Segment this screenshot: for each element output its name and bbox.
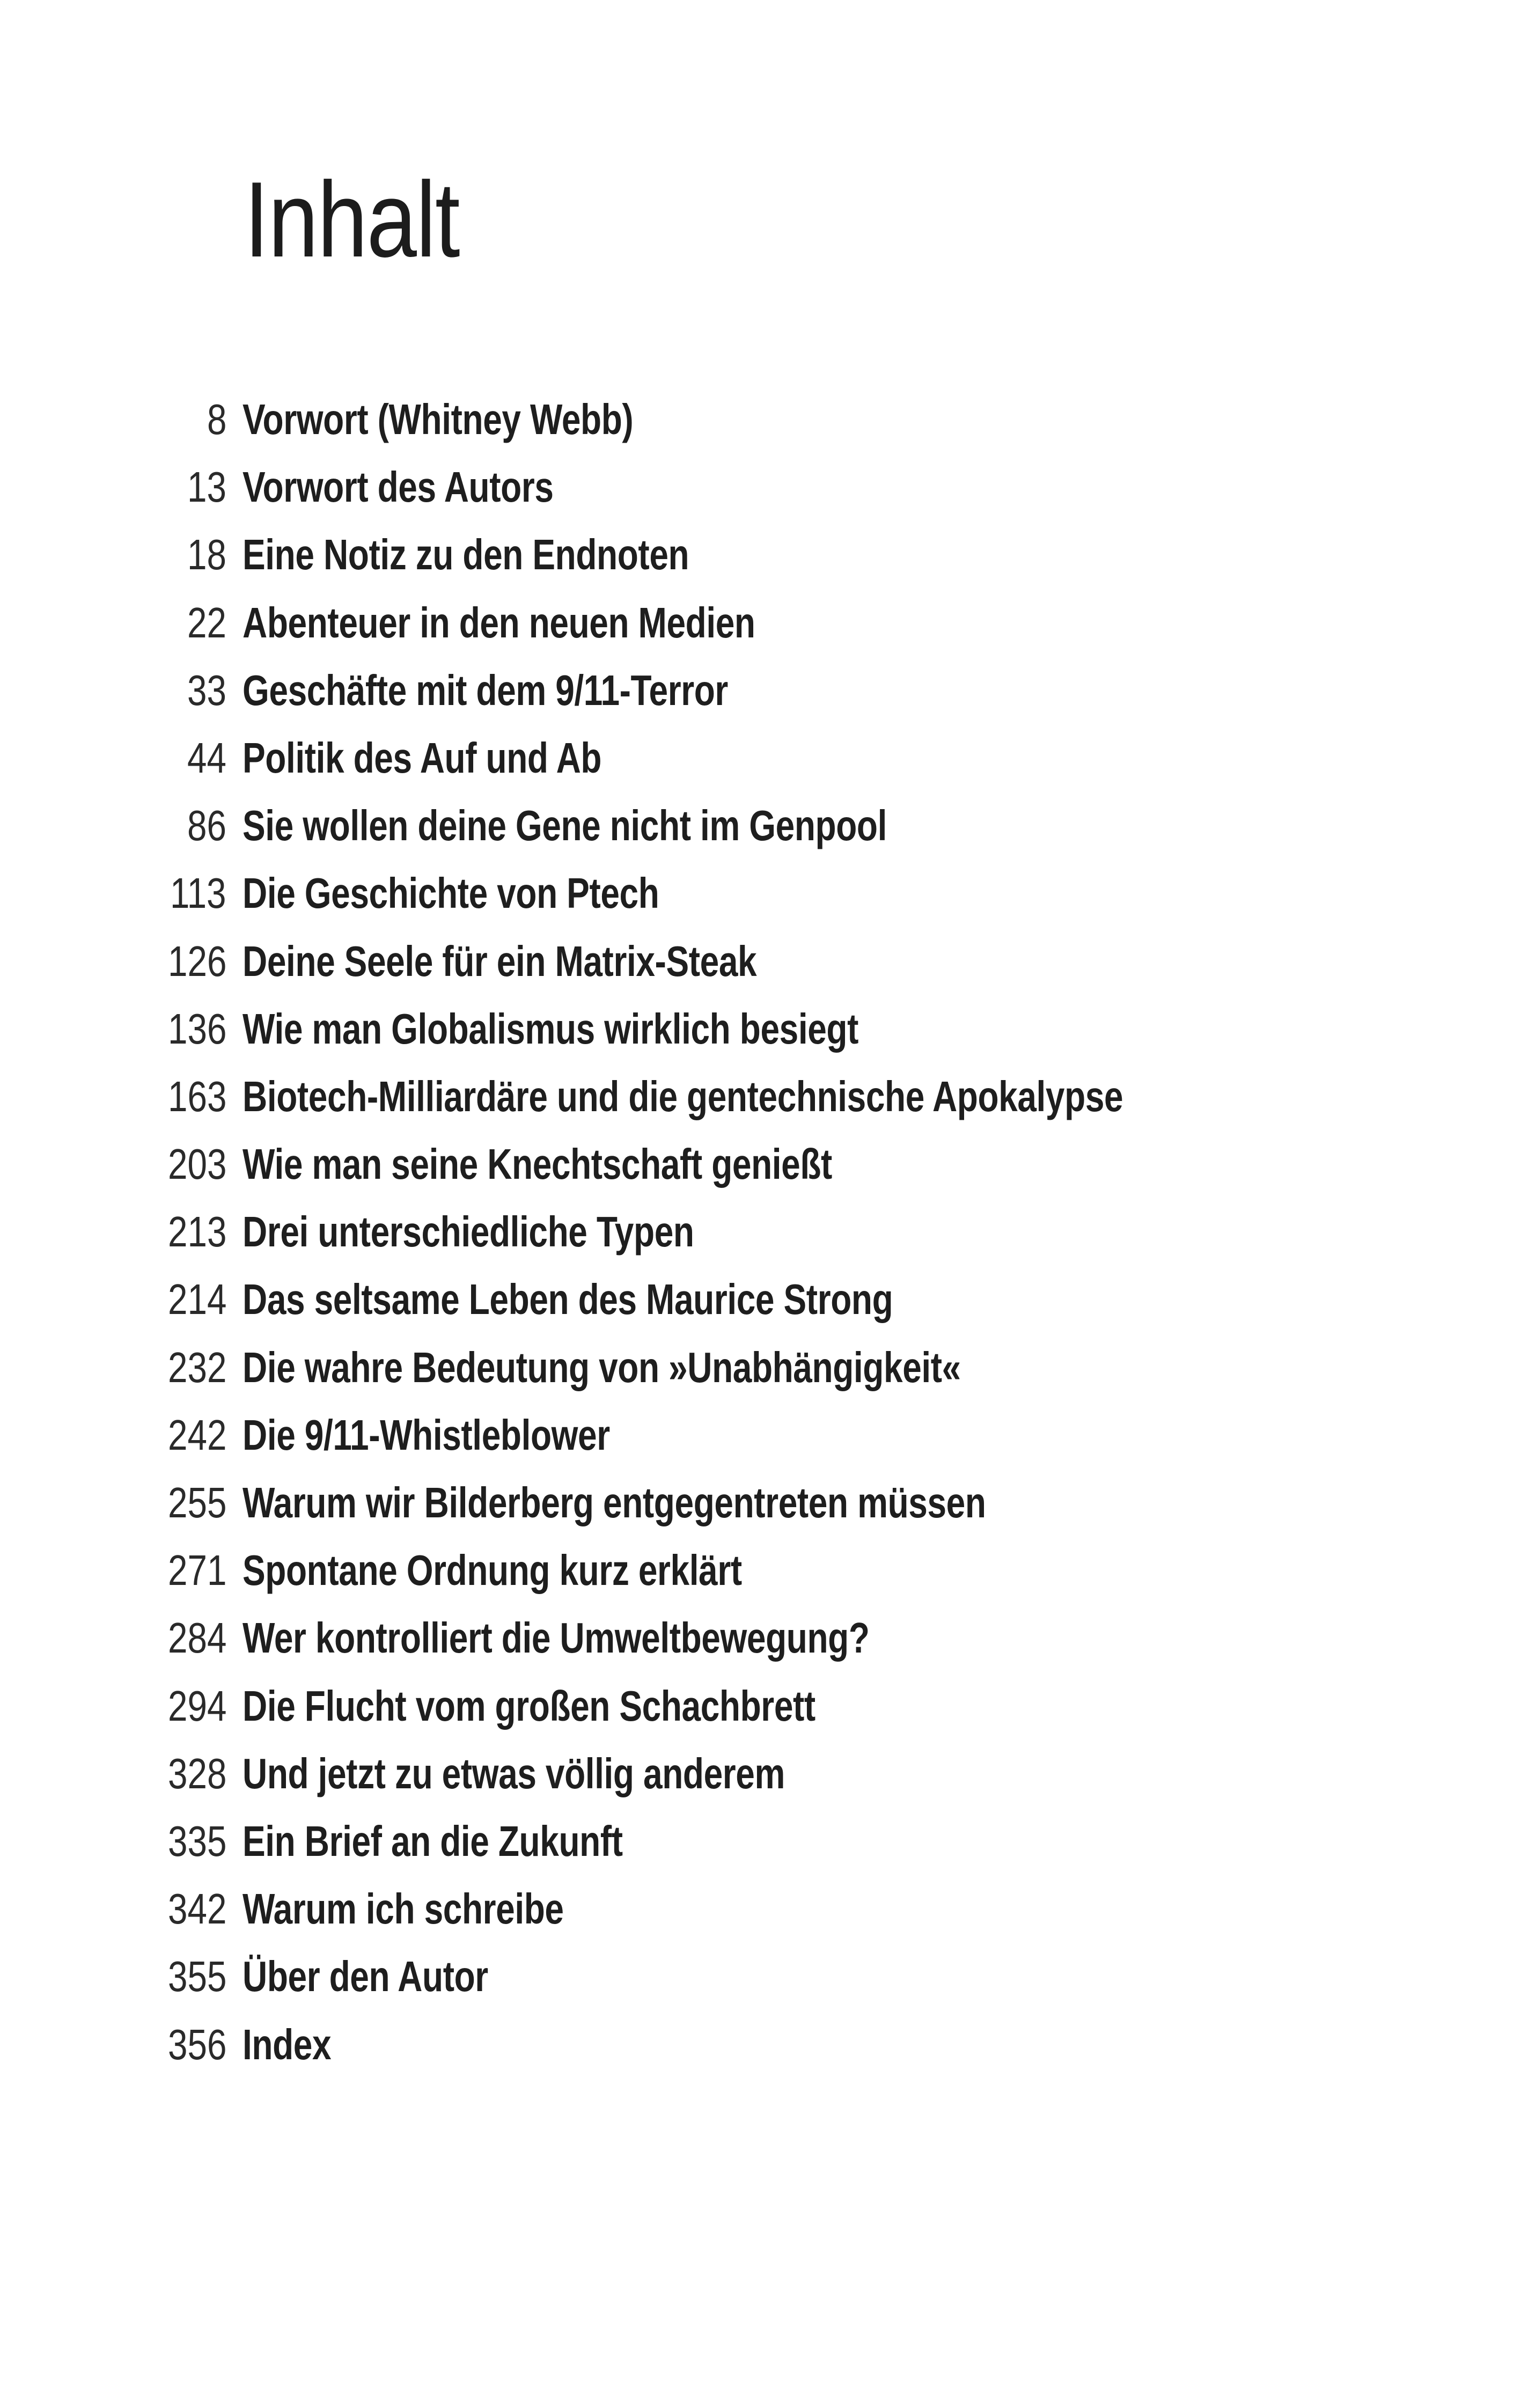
toc-chapter-title: Politik des Auf und Ab: [243, 733, 602, 782]
toc-chapter-title: Wer kontrolliert die Umweltbewegung?: [243, 1614, 870, 1662]
toc-entry: [0, 1000, 1521, 1067]
toc-entry: [0, 1947, 1521, 2015]
toc-chapter-title: Und jetzt zu etwas völlig anderem: [243, 1749, 785, 1797]
toc-page-number: 232: [167, 1343, 226, 1391]
toc-entry: [0, 390, 1521, 458]
toc-chapter-title: Abenteuer in den neuen Medien: [243, 598, 755, 647]
toc-entry: [0, 1677, 1521, 1744]
toc-chapter-title: Deine Seele für ein Matrix-Steak: [243, 937, 757, 985]
toc-entry: [0, 1270, 1521, 1338]
toc-chapter-title: Eine Notiz zu den Endnoten: [243, 531, 689, 579]
toc-chapter-title: Spontane Ordnung kurz erklärt: [243, 1546, 742, 1595]
toc-entry: [0, 458, 1521, 525]
toc-entry: [0, 1202, 1521, 1270]
toc-entry: [0, 1067, 1521, 1135]
toc-page-number: 271: [167, 1546, 226, 1595]
toc-chapter-title: Vorwort (Whitney Webb): [243, 395, 634, 443]
toc-entry: [0, 1812, 1521, 1880]
toc-page-number: 255: [167, 1479, 226, 1526]
toc-chapter-title: Warum ich schreibe: [243, 1885, 564, 1933]
toc-entry: [0, 932, 1521, 1000]
toc-entry: [0, 1541, 1521, 1609]
toc-chapter-title: Über den Autor: [243, 1952, 488, 2001]
toc-chapter-title: Die Flucht vom großen Schachbrett: [243, 1682, 815, 1730]
toc-chapter-title: Warum wir Bilderberg entgegentreten müssen: [243, 1479, 986, 1526]
toc-chapter-title: Das seltsame Leben des Maurice Strong: [243, 1275, 893, 1324]
toc-entry: [0, 1135, 1521, 1202]
toc-page-number: 355: [167, 1952, 226, 2001]
toc-page-number: 126: [167, 937, 226, 985]
toc-chapter-title: Vorwort des Autors: [243, 463, 554, 511]
page-title: Inhalt: [244, 160, 459, 280]
toc-chapter-title: Index: [243, 2020, 332, 2068]
toc-chapter-title: Ein Brief an die Zukunft: [243, 1817, 623, 1865]
toc-page-number: 356: [167, 2020, 226, 2068]
toc-chapter-title: Biotech-Milliardäre und die gentechnische Apokalypse: [243, 1072, 1123, 1120]
toc-page-number: 294: [167, 1682, 226, 1730]
toc-page-number: 8: [207, 395, 226, 443]
toc-entry: [0, 864, 1521, 931]
toc-entry: [0, 1609, 1521, 1676]
toc-entry: [0, 1744, 1521, 1812]
toc-page-number: 18: [187, 531, 226, 579]
toc-page-number: 44: [187, 733, 226, 782]
toc-entry: [0, 593, 1521, 661]
toc-chapter-title: Wie man Globalismus wirklich besiegt: [243, 1004, 859, 1053]
toc-chapter-title: Die 9/11-Whistleblower: [243, 1411, 610, 1459]
toc-chapter-title: Drei unterschiedliche Typen: [243, 1208, 694, 1256]
toc-entry: [0, 1406, 1521, 1473]
toc-page-number: 113: [170, 869, 226, 917]
toc-chapter-title: Geschäfte mit dem 9/11-Terror: [243, 666, 728, 714]
toc-entry: [0, 2015, 1521, 2083]
toc-page-number: 335: [167, 1817, 226, 1865]
toc-entry: [0, 1473, 1521, 1541]
toc-page-number: 342: [167, 1885, 226, 1933]
toc-chapter-title: Die wahre Bedeutung von »Unabhängigkeit«: [243, 1343, 961, 1391]
toc-page-number: 203: [167, 1140, 226, 1188]
toc-page-number: 213: [167, 1208, 226, 1256]
toc-entry: [0, 661, 1521, 729]
toc-entry: [0, 796, 1521, 864]
table-of-contents: [0, 390, 1521, 2083]
toc-page-number: 214: [167, 1275, 226, 1324]
toc-page-number: 284: [167, 1614, 226, 1662]
toc-page-number: 136: [167, 1004, 226, 1053]
toc-page-number: 22: [187, 598, 226, 647]
toc-page-number: 33: [187, 666, 226, 714]
toc-entry: [0, 1338, 1521, 1406]
toc-page-number: 13: [187, 463, 226, 511]
toc-entry: [0, 525, 1521, 593]
toc-page-number: 163: [167, 1072, 226, 1120]
toc-page-number: 328: [167, 1749, 226, 1797]
toc-chapter-title: Sie wollen deine Gene nicht im Genpool: [243, 802, 887, 850]
toc-entry: [0, 1880, 1521, 1947]
toc-page-number: 242: [167, 1411, 226, 1459]
toc-chapter-title: Wie man seine Knechtschaft genießt: [243, 1140, 832, 1188]
toc-page-number: 86: [187, 802, 226, 850]
toc-chapter-title: Die Geschichte von Ptech: [243, 869, 659, 917]
toc-entry: [0, 729, 1521, 796]
